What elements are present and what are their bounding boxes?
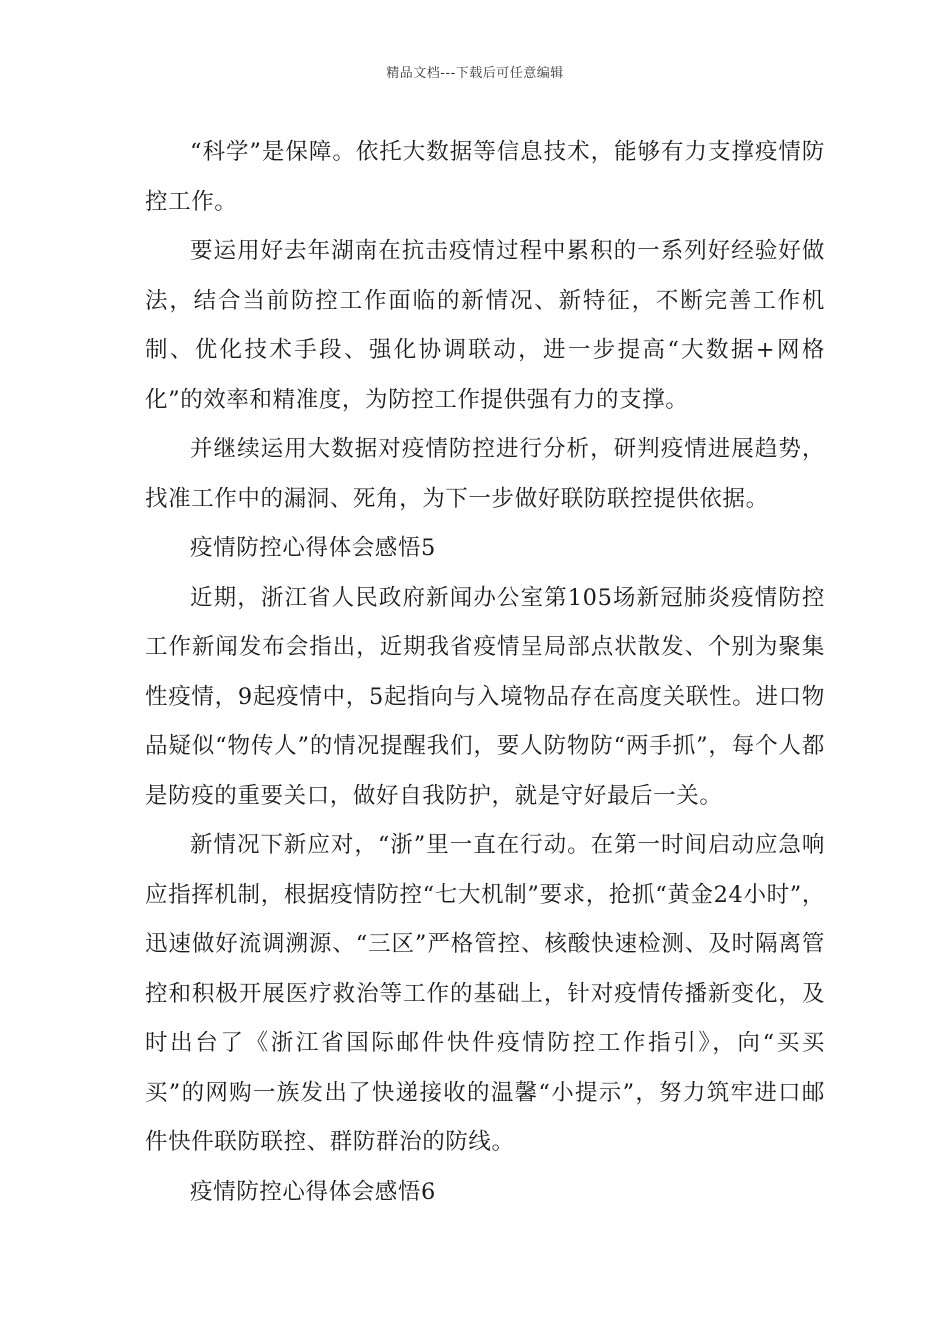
section-heading-5: 疫情防控心得体会感悟5 bbox=[190, 535, 436, 561]
section-heading-6: 疫情防控心得体会感悟6 bbox=[190, 1178, 436, 1205]
paragraph-big-data-analysis: 并继续运用大数据对疫情防控进行分析，研判疫情进展趋势，找准工作中的漏洞、死角，为下一步做好联防联控提供依据。 bbox=[145, 436, 825, 512]
paragraph-science-guarantee: “科学”是保障。依托大数据等信息技术，能够有力支撑疫情防控工作。 bbox=[145, 139, 825, 215]
paragraph-zhejiang-response: 新情况下新应对，“浙”里一直在行动。在第一时间启动应急响应指挥机制，根据疫情防控“七大机制”要求，抢抓“黄金24小时”，迅速做好流调溯源、“三区”严格管控、核酸快速检测、及时隔离管控和积极开展医疗救治等工作的基础上，针对疫情传播新变化，及时出台了《浙江省国际邮件快件疫情防控工作指引》，向“买买买”的网购一族发出了快递接收的温馨“小提示”，努力筑牢进口邮件快件联防联控、群防群治的防线。 bbox=[145, 832, 825, 1155]
document-body bbox=[145, 128, 825, 1217]
paragraph-zhejiang-press-conference: 近期，浙江省人民政府新闻办公室第105场新冠肺炎疫情防控工作新闻发布会指出，近期我省疫情呈局部点状散发、个别为聚集性疫情，9起疫情中，5起指向与入境物品存在高度关联性。进口物品疑似“物传人”的情况提醒我们，要人防物防“两手抓”，每个人都是防疫的重要关口，做好自我防护，就是守好最后一关。 bbox=[145, 584, 825, 809]
page-header: 精品文档---下载后可任意编辑 bbox=[386, 66, 564, 81]
paragraph-hunan-experience: 要运用好去年湖南在抗击疫情过程中累积的一系列好经验好做法，结合当前防控工作面临的新情况、新特征，不断完善工作机制、优化技术手段、强化协调联动，进一步提高“大数据+网格化”的效率和精准度，为防控工作提供强有力的支撑。 bbox=[145, 238, 825, 413]
